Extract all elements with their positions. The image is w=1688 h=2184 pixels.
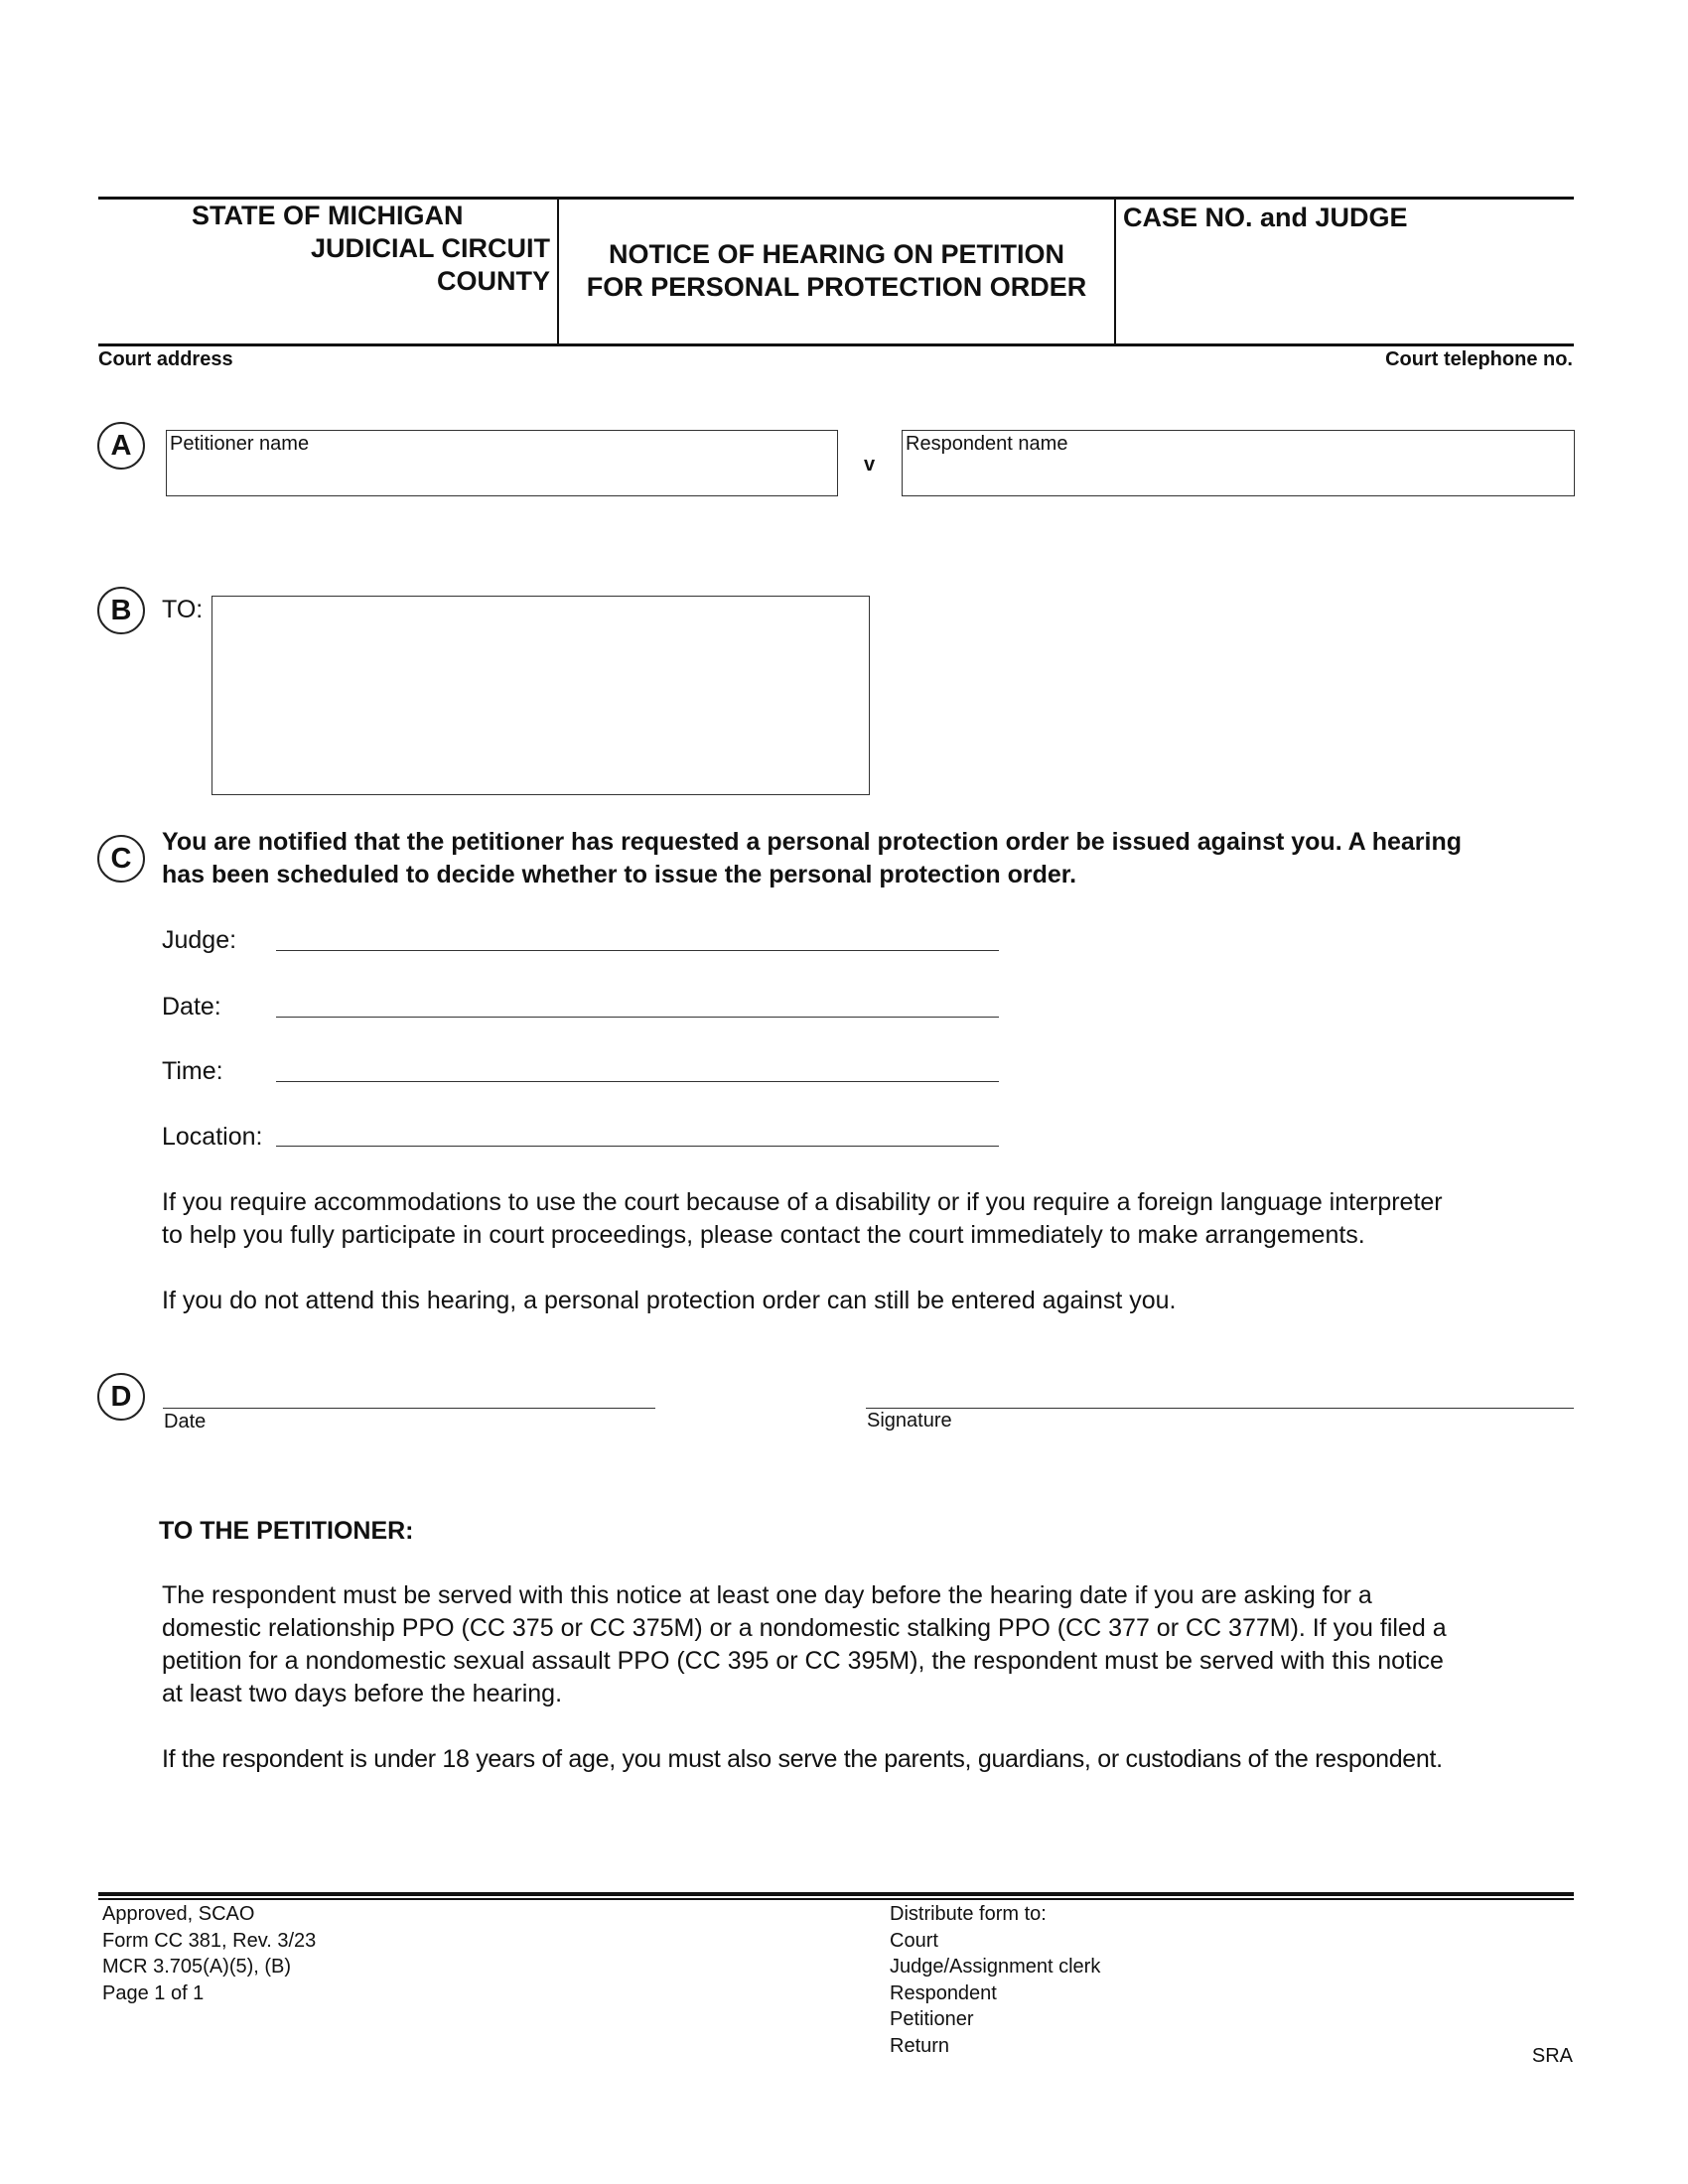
case-number-field[interactable]: CASE NO. and JUDGE — [1123, 203, 1408, 232]
court-phone-label: Court telephone no. — [1385, 348, 1573, 370]
distribution-item: Petitioner — [890, 2008, 974, 2030]
distribution-list — [890, 1901, 1100, 2059]
header-divider-right — [1114, 199, 1116, 344]
approval-text: Approved, SCAO — [102, 1903, 255, 1925]
form-title — [559, 238, 1114, 304]
header-bottom-rule — [98, 343, 1574, 346]
attendance-warning: If you do not attend this hearing, a personal protection order can still be entered against you. — [162, 1287, 1177, 1314]
signature-field[interactable] — [866, 1408, 1574, 1409]
minor-respondent-notice: If the respondent is under 18 years of age, you must also serve the parents, guardians, or custodians of the respondent. — [162, 1745, 1443, 1773]
form-code: SRA — [1531, 2045, 1573, 2067]
distribution-heading: Distribute form to: — [890, 1903, 1047, 1925]
respondent-name-label: Respondent name — [906, 433, 1068, 455]
page-number: Page 1 of 1 — [102, 1981, 205, 2004]
section-b-marker: B — [97, 587, 145, 634]
signature-label: Signature — [867, 1410, 952, 1432]
footer-rule-thick — [98, 1892, 1574, 1896]
accommodation-notice — [162, 1186, 1443, 1252]
instruction-line: petition for a nondomestic sexual assault PPO (CC 395 or CC 395M), the respondent must be served with this notice — [162, 1647, 1444, 1675]
location-field[interactable] — [276, 1146, 999, 1147]
date-field[interactable] — [276, 1017, 999, 1018]
signature-date-label: Date — [164, 1411, 207, 1433]
respondent-name-field[interactable] — [902, 430, 1575, 496]
distribution-item: Court — [890, 1929, 938, 1952]
accommodation-line1: If you require accommodations to use the court because of a disability or if you require a foreign language interpreter — [162, 1188, 1443, 1216]
state-label: STATE OF MICHIGAN — [192, 201, 464, 230]
to-address-field[interactable] — [211, 596, 870, 795]
accommodation-line2: to help you fully participate in court proceedings, please contact the court immediately to make arrangements. — [162, 1221, 1365, 1249]
court-address-label: Court address — [98, 348, 233, 370]
form-title-line1: NOTICE OF HEARING ON PETITION — [608, 239, 1064, 269]
judge-label: Judge: — [162, 926, 237, 954]
petitioner-instructions — [162, 1579, 1447, 1710]
court-jurisdiction — [98, 200, 550, 298]
petitioner-heading: TO THE PETITIONER: — [159, 1517, 414, 1545]
hearing-notice — [162, 826, 1462, 891]
distribution-item: Return — [890, 2034, 950, 2057]
form-number: Form CC 381, Rev. 3/23 — [102, 1929, 317, 1952]
versus-label: v — [864, 454, 876, 476]
instruction-line: domestic relationship PPO (CC 375 or CC 375M) or a nondomestic stalking PPO (CC 377 or CC 377M). If you filed a — [162, 1614, 1447, 1642]
time-field[interactable] — [276, 1081, 999, 1082]
section-c-marker: C — [97, 835, 145, 883]
circuit-label: JUDICIAL CIRCUIT — [310, 233, 550, 263]
footer-rule-thin — [98, 1898, 1574, 1900]
judge-field[interactable] — [276, 950, 999, 951]
signature-date-field[interactable] — [163, 1408, 655, 1409]
petitioner-name-field[interactable] — [166, 430, 838, 496]
distribution-item: Respondent — [890, 1981, 997, 2004]
court-rule: MCR 3.705(A)(5), (B) — [102, 1956, 292, 1978]
time-label: Time: — [162, 1057, 223, 1085]
date-label: Date: — [162, 993, 221, 1021]
section-a-marker: A — [97, 422, 145, 470]
to-label: TO: — [162, 596, 204, 623]
hearing-notice-line2: has been scheduled to decide whether to issue the personal protection order. — [162, 861, 1077, 888]
section-d-marker: D — [97, 1373, 145, 1421]
form-title-line2: FOR PERSONAL PROTECTION ORDER — [586, 272, 1087, 302]
form-info — [102, 1901, 316, 2006]
hearing-notice-line1: You are notified that the petitioner has requested a personal protection order be issued against you. A hearing — [162, 828, 1463, 856]
petitioner-name-label: Petitioner name — [170, 433, 310, 455]
county-label: COUNTY — [437, 266, 550, 296]
instruction-line: at least two days before the hearing. — [162, 1680, 563, 1707]
instruction-line: The respondent must be served with this notice at least one day before the hearing date if you are asking for a — [162, 1581, 1372, 1609]
distribution-item: Judge/Assignment clerk — [890, 1956, 1101, 1978]
location-label: Location: — [162, 1123, 263, 1151]
